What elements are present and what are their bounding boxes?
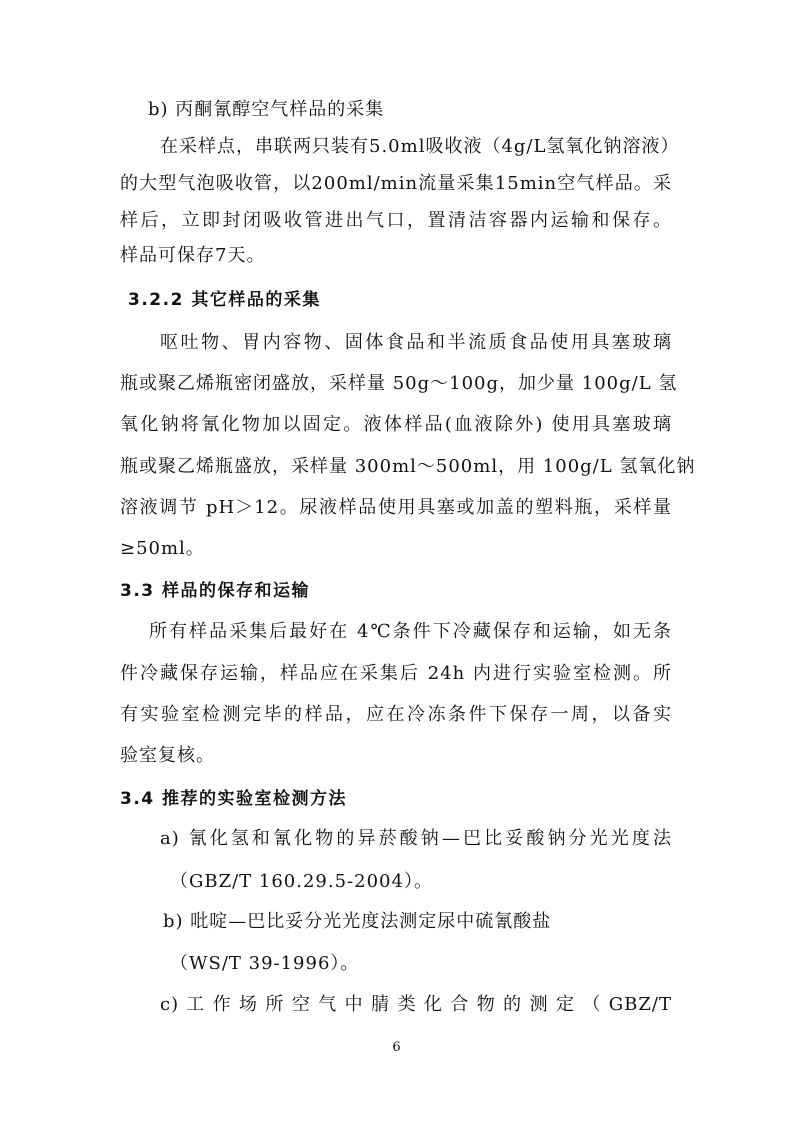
paragraph-line: 验室复核。 <box>120 745 215 766</box>
paragraph-line: 在采样点，串联两只装有5.0ml吸收液（4g/L氢氧化钠溶液） <box>160 136 680 157</box>
paragraph-line: 的大型气泡吸收管，以200ml/min流量采集15min空气样品。采 <box>120 173 672 194</box>
method-b: b) 吡啶—巴比妥分光光度法测定尿中硫氰酸盐 <box>163 911 552 932</box>
paragraph-line: 样后，立即封闭吸收管进出气口，置清洁容器内运输和保存。 <box>120 210 672 231</box>
method-a-standard: （GBZ/T 160.29.5-2004）。 <box>170 871 433 892</box>
paragraph-line: 件冷藏保存运输，样品应在采集后 24h 内进行实验室检测。所 <box>120 663 672 684</box>
section-b-title: b) 丙酮氰醇空气样品的采集 <box>148 99 385 120</box>
paragraph-line: 有实验室检测完毕的样品，应在冷冻条件下保存一周，以备实 <box>120 704 672 725</box>
paragraph-line: 瓶或聚乙烯瓶密闭盛放，采样量 50g～100g，加少量 100g/L 氢 <box>120 373 678 394</box>
heading-3-4: 3.4 推荐的实验室检测方法 <box>120 789 348 809</box>
heading-3-3: 3.3 样品的保存和运输 <box>120 581 311 601</box>
paragraph-line: ≥50ml。 <box>120 538 205 559</box>
method-a: a) 氰化氢和氰化物的异菸酸钠—巴比妥酸钠分光光度法 <box>160 828 672 849</box>
paragraph-line: 所有样品采集后最好在 4℃条件下冷藏保存和运输，如无条 <box>149 621 672 642</box>
paragraph-line: 呕吐物、胃内容物、固体食品和半流质食品使用具塞玻璃 <box>160 332 672 353</box>
paragraph-line: 溶液调节 pH＞12。尿液样品使用具塞或加盖的塑料瓶，采样量 <box>120 497 672 518</box>
paragraph-line: 瓶或聚乙烯瓶盛放，采样量 300ml～500ml，用 100g/L 氢氧化钠 <box>120 456 696 477</box>
method-b-standard: （WS/T 39-1996）。 <box>170 953 360 974</box>
heading-3-2-2: 3.2.2 其它样品的采集 <box>128 290 321 310</box>
paragraph-line: 氧化钠将氰化物加以固定。液体样品(血液除外) 使用具塞玻璃 <box>120 414 672 435</box>
page-number: 6 <box>392 1040 401 1055</box>
method-c: c) 工 作 场 所 空 气 中 腈 类 化 合 物 的 测 定 （ GBZ/T <box>160 994 672 1015</box>
paragraph-line: 样品可保存7天。 <box>120 245 266 266</box>
